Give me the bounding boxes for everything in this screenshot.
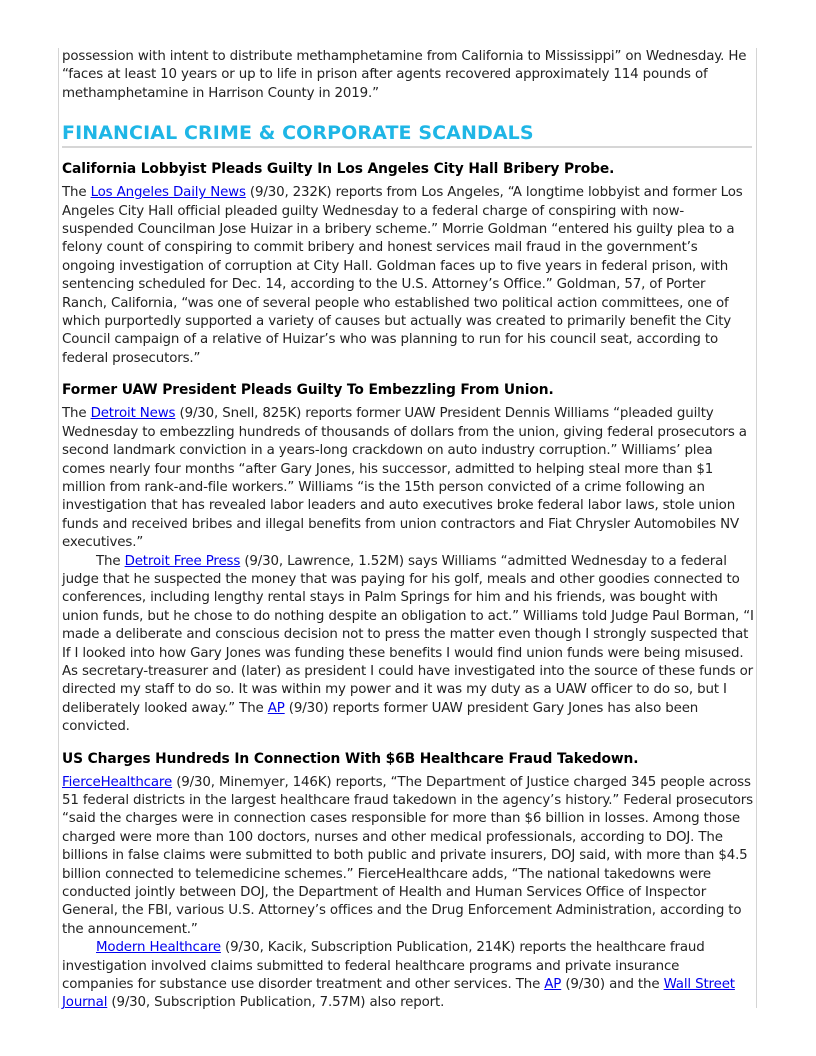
article-title: California Lobbyist Pleads Guilty In Los Angeles City Hall Bribery Probe. [62,161,615,178]
article-paragraph [62,184,754,368]
document-body [62,48,754,1013]
paragraph-text: (9/30, Snell, 825K) reports former UAW President Dennis Williams “pleaded guilty Wednesday to embezzling hundreds of thousands of dollars from the union, giving federal prosecutors a second landmark conviction in a years-long crackdown on auto industry corruption.” Williams’ plea comes nearly four months “after Gary Jones, his successor, admitted to helping steal more than $1 million from rank-and-file workers.” Williams “is the 15th person convicted of a crime following an investigation that has revealed labor leaders and auto executives broke federal labor laws, stole union funds and received bribes and illegal benefits from union contractors and Fiat Chrysler Automobiles NV executives.” [62,406,747,551]
paragraph-text: The [62,406,91,422]
paragraph-text: (9/30) reports former UAW president Gary Jones has also been convicted. [62,700,699,735]
article-paragraph [62,553,754,737]
source-link-ap[interactable]: AP [544,977,562,993]
paragraph-text: The [96,553,125,569]
source-link-detroit-news[interactable]: Detroit News [90,406,176,422]
source-link-los-angeles-daily-news[interactable]: Los Angeles Daily News [90,185,246,201]
paragraph-text: (9/30, Minemyer, 146K) reports, “The Department of Justice charged 345 people across 51 federal districts in the largest healthcare fraud takedown in the agency’s history.” Federal prosecutors “said the charges were in connection cases responsible for more than $6 billion in losses. Among those charged were more than 100 doctors, nurses and other medical professionals, according to DOJ. The billions in false claims were submitted to both public and private insurers, DOJ said, with more than $4.5 billion connected to telemedicine schemes.” FierceHealthcare adds, “The national takedowns were conducted jointly between DOJ, the Department of Health and Human Services Office of Inspector General, the FBI, various U.S. Attorney’s offices and the Drug Enforcement Administration, according to the announcement.” [62,774,753,937]
article-paragraph [62,774,754,940]
paragraph-text: The [62,185,91,201]
article-title: US Charges Hundreds In Connection With $6B Healthcare Fraud Takedown. [62,750,639,767]
paragraph-text: (9/30, Kacik, Subscription Publication, 214K) reports the healthcare fraud investigation involved claims submitted to federal healthcare programs and private insurance companies for substance use disorder treatment and other services. The [62,940,705,993]
section-heading: FINANCIAL CRIME & CORPORATE SCANDALS [62,121,752,148]
article [62,381,754,736]
article-title: Former UAW President Pleads Guilty To Embezzling From Union. [62,382,554,399]
paragraph-text: (9/30) and the [561,977,664,993]
source-link-modern-healthcare[interactable]: Modern Healthcare [96,940,221,956]
article-paragraph [62,939,754,1013]
source-link-fiercehealthcare[interactable]: FierceHealthcare [62,774,173,790]
source-link-detroit-free-press[interactable]: Detroit Free Press [124,553,241,569]
intro-paragraph: possession with intent to distribute methamphetamine from California to Mississippi” on Wednesday. He “faces at least 10 years or up to life in prison after agents recovered approximately 114 pounds of methamphetamine in Harrison County in 2019.” [62,49,747,101]
paragraph-text: (9/30, Lawrence, 1.52M) says Williams “admitted Wednesday to a federal judge that he suspected the money that was paying for his golf, meals and other goodies connected to conferences, including lengthy rental stays in Palm Springs for him and his friends, was bought with union funds, but he chose to do nothing despite an obligation to act.” Williams told Judge Paul Borman, “I made a deliberate and conscious decision not to press the matter even though I strongly suspected that If I looked into how Gary Jones was funding these benefits I would find union funds were being misused. As secretary-treasurer and (later) as president I could have investigated into the source of these funds or directed my staff to do so. It was within my power and it was my duty as a UAW officer to do so, but I deliberately looked away.” The [62,553,754,716]
paragraph-text: (9/30, 232K) reports from Los Angeles, “A longtime lobbyist and former Los Angeles City Hall official pleaded guilty Wednesday to a federal charge of conspiring with now-suspended Councilman Jose Huizar in a bribery scheme.” Morrie Goldman “entered his guilty plea to a felony count of conspiring to commit bribery and honest services mail fraud in the government’s ongoing investigation of corruption at City Hall. Goldman faces up to five years in federal prison, with sentencing scheduled for Dec. 14, according to the U.S. Attorney’s Office.” Goldman, 57, of Porter Ranch, California, “was one of several people who established two political action committees, one of which purportedly supported a variety of causes but actually was created to primarily benefit the City Council campaign of a relative of Huizar’s who was planning to run for his council seat, according to federal prosecutors.” [62,185,743,366]
article [62,750,754,1013]
source-link-ap[interactable]: AP [267,700,285,716]
article-paragraph [62,405,754,552]
source-link-wall-street-journal[interactable]: Wall Street Journal [62,977,735,1011]
paragraph-text: (9/30, Subscription Publication, 7.57M) also report. [107,995,445,1011]
article [62,160,754,368]
